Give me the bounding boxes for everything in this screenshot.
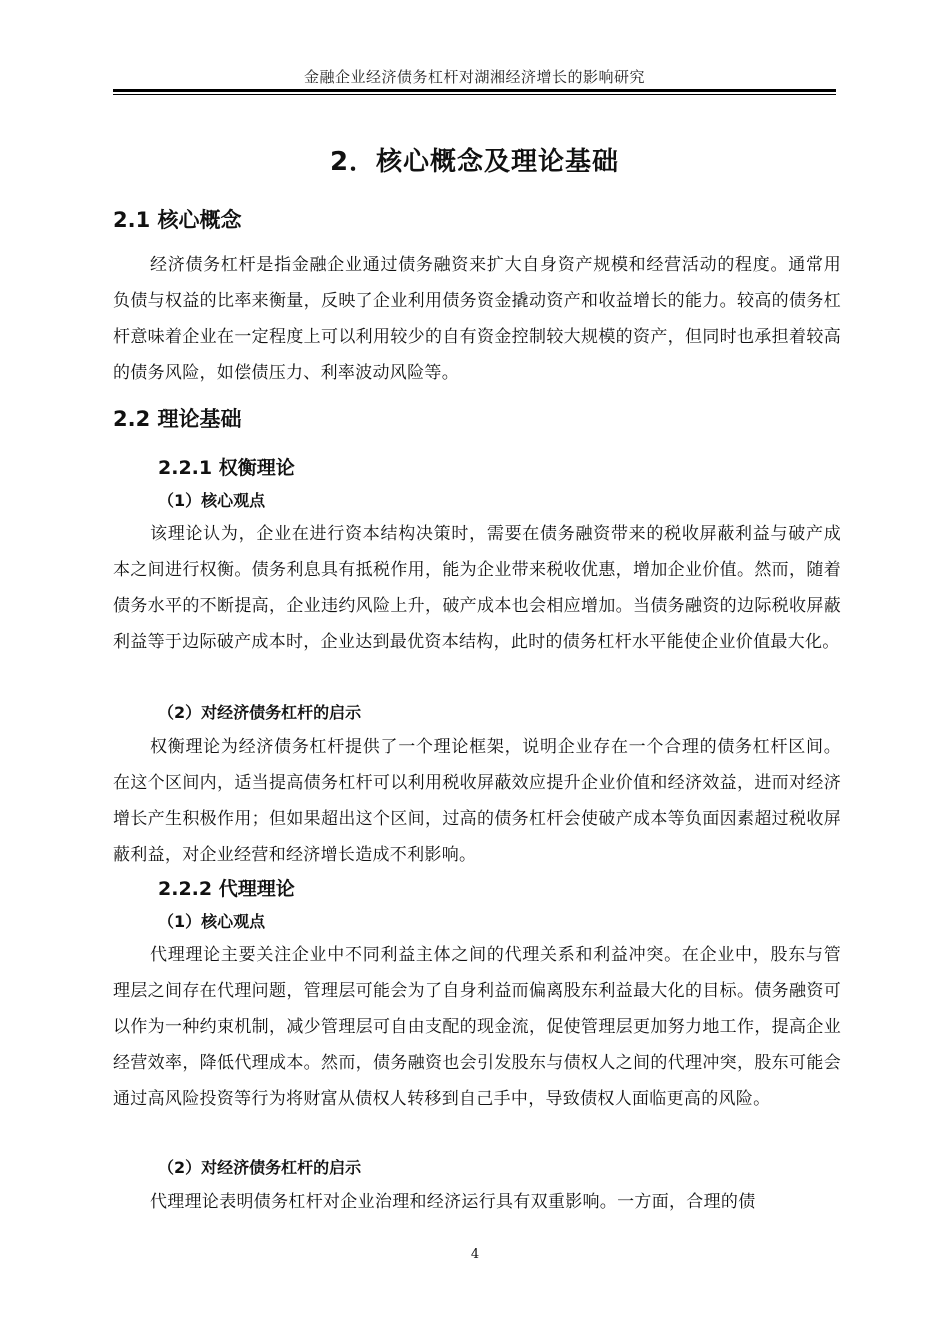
point-heading-agency-core: （1）核心观点 [158, 912, 266, 931]
point-heading-agency-implication: （2）对经济债务杠杆的启示 [158, 1158, 362, 1177]
paragraph-agency-core: 代理理论主要关注企业中不同利益主体之间的代理关系和利益冲突。在企业中，股东与管理层之间存在代理问题，管理层可能会为了自身利益而偏离股东利益最大化的目标。债务融资可以作为一种约束机制，减少管理层可自由支配的现金流，促使管理层更加努力地工作，提高企业经营效率，降低代理成本。然而，债务融资也会引发股东与债权人之间的代理冲突，股东可能会通过高风险投资等行为将财富从债权人转移到自己手中，导致债权人面临更高的风险。 [113, 945, 841, 1109]
paragraph-agency-implication: 代理理论表明债务杠杆对企业治理和经济运行具有双重影响。一方面，合理的债 [150, 1192, 756, 1212]
paragraph-tradeoff-implication: 权衡理论为经济债务杠杆提供了一个理论框架，说明企业存在一个合理的债务杠杆区间。在这个区间内，适当提高债务杠杆可以利用税收屏蔽效应提升企业价值和经济效益，进而对经济增长产生积极作用；但如果超出这个区间，过高的债务杠杆会使破产成本等负面因素超过税收屏蔽利益，对企业经营和经济增长造成不利影响。 [113, 737, 841, 865]
chapter-title: 2．核心概念及理论基础 [329, 147, 620, 177]
subsection-heading-2-2-1: 2.2.1 权衡理论 [158, 457, 295, 479]
point-heading-tradeoff-implication: （2）对经济债务杠杆的启示 [158, 703, 362, 722]
paragraph-core-concept: 经济债务杠杆是指金融企业通过债务融资来扩大自身资产规模和经营活动的程度。通常用负债与权益的比率来衡量，反映了企业利用债务资金撬动资产和收益增长的能力。较高的债务杠杆意味着企业在一定程度上可以利用较少的自有资金控制较大规模的资产，但同时也承担着较高的债务风险，如偿债压力、利率波动风险等。 [113, 255, 841, 383]
running-header: 金融企业经济债务杠杆对湖湘经济增长的影响研究 [303, 68, 645, 86]
header-rule [113, 89, 836, 92]
paragraph-tradeoff-core: 该理论认为，企业在进行资本结构决策时，需要在债务融资带来的税收屏蔽利益与破产成本之间进行权衡。债务利息具有抵税作用，能为企业带来税收优惠，增加企业价值。然而，随着债务水平的不断提高，企业违约风险上升，破产成本也会相应增加。当债务融资的边际税收屏蔽利益等于边际破产成本时，企业达到最优资本结构，此时的债务杠杆水平能使企业价值最大化。 [113, 524, 841, 652]
section-heading-2-2: 2.2 理论基础 [113, 407, 242, 431]
header-rule-thin [113, 94, 836, 95]
page-number: 4 [470, 1247, 480, 1262]
point-heading-tradeoff-core: （1）核心观点 [158, 491, 266, 510]
section-heading-2-1: 2.1 核心概念 [113, 208, 242, 232]
subsection-heading-2-2-2: 2.2.2 代理理论 [158, 878, 295, 900]
